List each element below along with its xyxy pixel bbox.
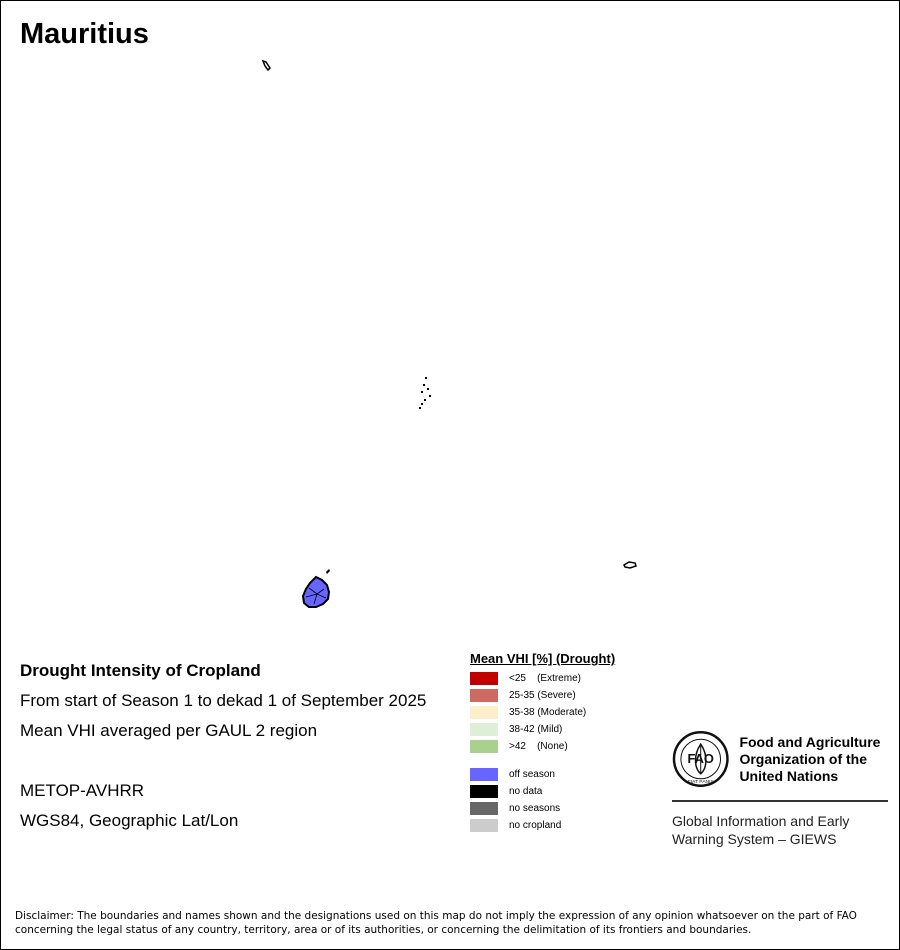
legend-item [470,766,615,783]
legend-item [470,738,615,755]
fao-branding [672,730,888,848]
info-product-title: Drought Intensity of Cropland [20,661,261,680]
legend-label: >42 (None) [509,741,568,752]
island-cargados-carajos [419,377,431,409]
legend-label: 25-35 (Severe) [509,690,576,701]
legend-item [470,817,615,834]
legend-swatch [470,802,498,815]
fao-logo-letters: FAO [687,750,714,766]
legend-item [470,721,615,738]
legend-title: Mean VHI [%] (Drought) [470,651,616,666]
disclaimer: Disclaimer: The boundaries and names shown and the designations used on this map do not imply the expression of any opinion whatsoever on the part of FAO concerning the legal status of any country, territory, area or of its authorities, or concerning the delimitation of its frontiers and boundaries. [15,910,857,936]
legend-item [470,687,615,704]
legend-other-classes [470,766,615,834]
fao-logo-motto: FIAT PANIS [687,779,714,785]
legend-item [470,704,615,721]
legend-item [470,783,615,800]
island-rodrigues [624,562,636,568]
legend-label: no data [509,786,543,797]
legend-label: off season [509,769,555,780]
island-mauritius [303,577,329,607]
fao-divider [672,800,888,802]
map-title: Mauritius [20,18,149,50]
legend-swatch [470,785,498,798]
legend-drought-classes [470,670,615,755]
legend-swatch [470,706,498,719]
legend-item [470,800,615,817]
legend-label: no seasons [509,803,561,814]
island-agalega [263,61,270,70]
info-projection: WGS84, Geographic Lat/Lon [20,811,239,830]
legend-swatch [470,740,498,753]
legend-swatch [470,723,498,736]
fao-org-name: Food and Agriculture Organization of the United Nations [739,733,881,784]
island-gunners-quoin [326,569,330,574]
legend-label: 35-38 (Moderate) [509,707,587,718]
map-legend [470,651,615,834]
legend-label: 38-42 (Mild) [509,724,563,735]
legend-item [470,670,615,687]
fao-logo-icon [672,730,729,788]
legend-label: no cropland [509,820,562,831]
legend-swatch [470,672,498,685]
map-info [20,656,426,836]
legend-swatch [470,689,498,702]
giews-name: Global Information and Early Warning System – GIEWS [672,813,850,847]
info-sensor: METOP-AVHRR [20,781,145,800]
legend-label: <25 (Extreme) [509,673,581,684]
info-period: From start of Season 1 to dekad 1 of September 2025 [20,691,427,710]
info-method: Mean VHI averaged per GAUL 2 region [20,721,318,740]
legend-swatch [470,819,498,832]
legend-swatch [470,768,498,781]
